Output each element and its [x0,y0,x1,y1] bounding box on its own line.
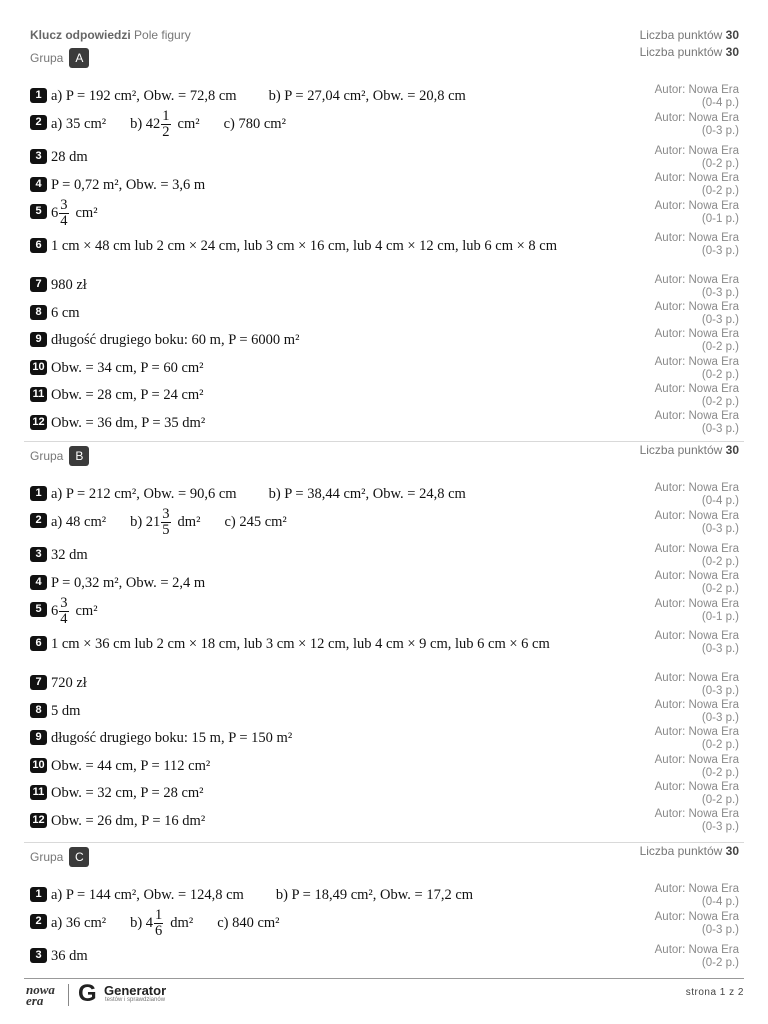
group-points-label: Liczba punktów [639,45,726,59]
author-name: Autor: Nowa Era [654,172,739,184]
points-range: (0-3 p.) [701,711,739,724]
header-title-bold: Klucz odpowiedzi [30,28,131,42]
points-range: (0-2 p.) [701,368,739,381]
answer-part-a: a) P = 144 cm² [51,887,137,903]
answer-author [655,200,739,225]
points-range: (0-2 p.) [701,766,739,779]
answer-author [655,781,739,806]
answer-value: Obw. = 36 dm, P = 35 dm² [51,415,206,431]
points-range: (0-3 p.) [701,522,739,535]
header-title: Pole figury [134,28,191,42]
answer-number-badge: 11 [30,785,47,800]
group-points [640,45,739,59]
group-letter-badge: B [69,446,89,466]
answer-part-b-perimeter: , Obw. = 20,8 cm [365,88,466,104]
answer-author [655,482,739,507]
answer-part-b: b) P = 38,44 cm² [268,486,366,502]
author-name: Autor: Nowa Era [654,145,739,157]
answer-number-badge: 3 [30,547,47,562]
logo-era-text: era [26,993,44,1008]
answer-value: Obw. = 44 cm, P = 112 cm² [51,758,211,774]
answer-number-badge: 7 [30,277,47,292]
fraction-denominator: 6 [155,923,163,939]
answer-part-a: a) 35 cm² [51,115,107,132]
page-header [30,28,739,42]
answer-number-badge: 5 [30,204,47,219]
answer-value: 720 zł [51,675,87,691]
author-name: Autor: Nowa Era [654,781,739,793]
points-range: (0-4 p.) [701,96,739,109]
author-name: Autor: Nowa Era [654,510,739,522]
logo-separator [68,984,69,1006]
answer-text [51,946,88,966]
group-letter-badge: A [69,48,89,68]
fraction-numerator: 3 [60,197,68,213]
author-name: Autor: Nowa Era [654,911,739,923]
points-range: (0-2 p.) [701,157,739,170]
answer-author [655,356,739,381]
answer-author [655,754,739,779]
author-name: Autor: Nowa Era [654,808,739,820]
answer-value: 32 dm [51,547,88,563]
author-name: Autor: Nowa Era [654,754,739,766]
answer-unit: cm² [75,602,98,619]
points-range: (0-2 p.) [701,582,739,595]
answer-text [51,756,210,776]
points-range: (0-3 p.) [701,642,739,655]
fraction [59,596,68,627]
generator-subtitle: testów i sprawdzianów [105,997,166,1003]
answer-part-a-perimeter: , Obw. = 72,8 cm [136,88,237,104]
header-points-value: 30 [725,28,739,42]
answer-text [51,484,466,504]
author-name: Autor: Nowa Era [654,630,739,642]
author-name: Autor: Nowa Era [654,543,739,555]
answer-text [51,109,286,140]
answer-value: 36 dm [51,948,88,964]
points-range: (0-2 p.) [701,555,739,568]
answer-part-b-perimeter: , Obw. = 17,2 cm [372,887,474,903]
footer-divider [24,978,744,979]
answer-number-badge: 10 [30,758,47,773]
answer-value: długość drugiego boku: 15 m, P = 150 m² [51,730,293,746]
answer-author [655,172,739,197]
answer-text [51,811,205,831]
group-points [640,443,739,457]
answer-number-badge: 8 [30,305,47,320]
answer-text [51,147,88,167]
answer-author [655,699,739,724]
answer-number-badge: 1 [30,88,47,103]
answer-author [655,274,739,299]
answer-number-badge: 12 [30,813,47,828]
points-range: (0-1 p.) [701,610,739,623]
group-label-text: Grupa [30,51,64,65]
answer-part-b-perimeter: , Obw. = 24,8 cm [365,486,466,502]
answer-author [655,410,739,435]
points-range: (0-3 p.) [701,124,739,137]
answer-number-badge: 2 [30,115,47,130]
answer-number-badge: 3 [30,948,47,963]
answer-number-badge: 9 [30,332,47,347]
fraction-numerator: 3 [60,595,68,611]
group-separator [24,441,744,442]
answer-text [51,701,80,721]
fraction [154,908,163,939]
answer-part-a: a) P = 212 cm² [51,486,137,502]
author-name: Autor: Nowa Era [654,570,739,582]
answer-number-badge: 1 [30,887,47,902]
header-points [640,28,739,42]
group-points [640,844,739,858]
answer-number-badge: 10 [30,360,47,375]
answer-value: 980 zł [51,277,87,293]
answer-value: długość drugiego boku: 60 m, P = 6000 m² [51,332,300,348]
answer-number-badge: 4 [30,177,47,192]
answer-value: 1 cm × 48 cm lub 2 cm × 24 cm, lub 3 cm × 16 cm, lub 4 cm × 12 cm, lub 6 cm × 8 cm [51,238,558,254]
fraction [161,109,170,140]
answer-number-badge: 2 [30,914,47,929]
author-name: Autor: Nowa Era [654,301,739,313]
answer-author [655,911,739,936]
answer-author [655,232,739,257]
points-range: (0-2 p.) [701,793,739,806]
answer-part-b: b) 21 [130,513,161,530]
group-points-value: 30 [725,844,739,858]
answer-text [51,673,87,693]
fraction [59,198,68,229]
group-points-value: 30 [725,443,739,457]
answer-value: Obw. = 28 cm, P = 24 cm² [51,387,204,403]
group-points-label: Liczba punktów [639,844,726,858]
answer-text [51,236,641,256]
fraction-denominator: 2 [162,124,170,140]
fraction [161,507,170,538]
points-range: (0-3 p.) [701,422,739,435]
answer-number-badge: 5 [30,602,47,617]
answer-number-badge: 7 [30,675,47,690]
answer-perimeter: , Obw. = 2,4 m [118,575,206,591]
group-label [30,48,89,68]
author-name: Autor: Nowa Era [654,356,739,368]
group-label [30,847,89,867]
answer-whole: 6 [51,204,59,221]
answer-text [51,728,292,748]
answer-author [655,726,739,751]
author-name: Autor: Nowa Era [654,200,739,212]
answer-text [51,198,98,229]
answer-part-a: a) 48 cm² [51,513,107,530]
author-name: Autor: Nowa Era [654,328,739,340]
answer-text [51,303,80,323]
group-label-text: Grupa [30,449,64,463]
answer-number-badge: 6 [30,636,47,651]
fraction-numerator: 1 [155,907,163,923]
points-range: (0-3 p.) [701,923,739,936]
answer-author [655,672,739,697]
fraction-denominator: 4 [60,213,68,229]
answer-author [655,570,739,595]
answer-part-a: a) P = 192 cm² [51,88,137,104]
fraction-numerator: 1 [162,108,170,124]
answer-part-c: c) 840 cm² [217,914,280,931]
answer-value: 5 dm [51,703,81,719]
answer-perimeter: , Obw. = 3,6 m [118,177,206,193]
answer-text [51,385,204,405]
author-name: Autor: Nowa Era [654,274,739,286]
answer-author [655,328,739,353]
answer-value: Obw. = 34 cm, P = 60 cm² [51,360,204,376]
answer-text [51,545,88,565]
points-range: (0-2 p.) [701,184,739,197]
answer-text [51,885,473,905]
answer-number-badge: 1 [30,486,47,501]
points-range: (0-1 p.) [701,212,739,225]
answer-part-a: a) 36 cm² [51,914,107,931]
author-name: Autor: Nowa Era [654,944,739,956]
answer-part-b: b) 4 [130,914,154,931]
fraction-denominator: 4 [60,611,68,627]
group-letter-badge: C [69,847,89,867]
author-name: Autor: Nowa Era [654,883,739,895]
answer-author [655,301,739,326]
answer-number-badge: 12 [30,415,47,430]
answer-text [51,634,641,654]
author-name: Autor: Nowa Era [654,699,739,711]
answer-text [51,783,204,803]
answer-author [655,510,739,535]
answer-number-badge: 8 [30,703,47,718]
answer-author [655,630,739,655]
answer-number-badge: 3 [30,149,47,164]
header-points-label: Liczba punktów [639,28,723,42]
answer-part-c: c) 245 cm² [224,513,287,530]
answer-author [655,112,739,137]
answer-area: P = 0,72 m² [51,177,119,193]
generator-g-icon: G [78,980,97,1007]
points-range: (0-3 p.) [701,313,739,326]
answer-number-badge: 6 [30,238,47,253]
author-name: Autor: Nowa Era [654,383,739,395]
answer-text [51,330,299,350]
points-range: (0-3 p.) [701,684,739,697]
answer-author [655,944,739,969]
author-name: Autor: Nowa Era [654,672,739,684]
group-label [30,446,89,466]
answer-number-badge: 4 [30,575,47,590]
author-name: Autor: Nowa Era [654,232,739,244]
points-range: (0-3 p.) [701,820,739,833]
group-label-text: Grupa [30,850,64,864]
group-points-value: 30 [725,45,739,59]
answer-author [655,598,739,623]
answer-part-a-perimeter: , Obw. = 124,8 cm [136,887,244,903]
answer-part-a-perimeter: , Obw. = 90,6 cm [136,486,237,502]
answer-part-b-unit: dm² [177,513,201,530]
answer-number-badge: 9 [30,730,47,745]
points-range: (0-4 p.) [701,494,739,507]
group-separator [24,842,744,843]
answer-text [51,507,287,538]
author-name: Autor: Nowa Era [654,112,739,124]
points-range: (0-2 p.) [701,395,739,408]
answer-part-b: b) P = 18,49 cm² [275,887,373,903]
page-number: strona 1 z 2 [685,987,744,998]
answer-part-b: b) 42 [130,115,161,132]
answer-text [51,358,204,378]
answer-text [51,596,98,627]
answer-author [655,808,739,833]
author-name: Autor: Nowa Era [654,482,739,494]
points-range: (0-3 p.) [701,244,739,257]
points-range: (0-2 p.) [701,956,739,969]
answer-text [51,908,280,939]
points-range: (0-2 p.) [701,738,739,751]
answer-part-b: b) P = 27,04 cm² [268,88,366,104]
answer-text [51,175,205,195]
fraction-numerator: 3 [162,506,170,522]
answer-value: 28 dm [51,149,88,165]
answer-unit: cm² [75,204,98,221]
answer-part-c: c) 780 cm² [223,115,286,132]
answer-value: 6 cm [51,305,80,321]
answer-author [655,543,739,568]
answer-author [655,383,739,408]
author-name: Autor: Nowa Era [654,410,739,422]
points-range: (0-3 p.) [701,286,739,299]
author-name: Autor: Nowa Era [654,598,739,610]
answer-part-b-unit: dm² [170,914,194,931]
answer-text [51,86,466,106]
fraction-denominator: 5 [162,522,170,538]
answer-author [655,145,739,170]
group-points-label: Liczba punktów [639,443,726,457]
points-range: (0-2 p.) [701,340,739,353]
answer-author [655,883,739,908]
nowa-era-logo [26,984,55,1006]
points-range: (0-4 p.) [701,895,739,908]
answer-part-b-unit: cm² [177,115,200,132]
answer-value: 1 cm × 36 cm lub 2 cm × 18 cm, lub 3 cm × 12 cm, lub 4 cm × 9 cm, lub 6 cm × 6 cm [51,636,550,652]
answer-text [51,413,205,433]
logo-nowa-text: nowa [26,982,55,997]
generator-title: Generator [104,983,167,998]
answer-value: Obw. = 32 cm, P = 28 cm² [51,785,204,801]
author-name: Autor: Nowa Era [654,84,739,96]
answer-whole: 6 [51,602,59,619]
answer-author [655,84,739,109]
answer-text [51,275,87,295]
answer-area: P = 0,32 m² [51,575,119,591]
answer-text [51,573,205,593]
answer-number-badge: 11 [30,387,47,402]
answer-number-badge: 2 [30,513,47,528]
answer-value: Obw. = 26 dm, P = 16 dm² [51,813,206,829]
author-name: Autor: Nowa Era [654,726,739,738]
